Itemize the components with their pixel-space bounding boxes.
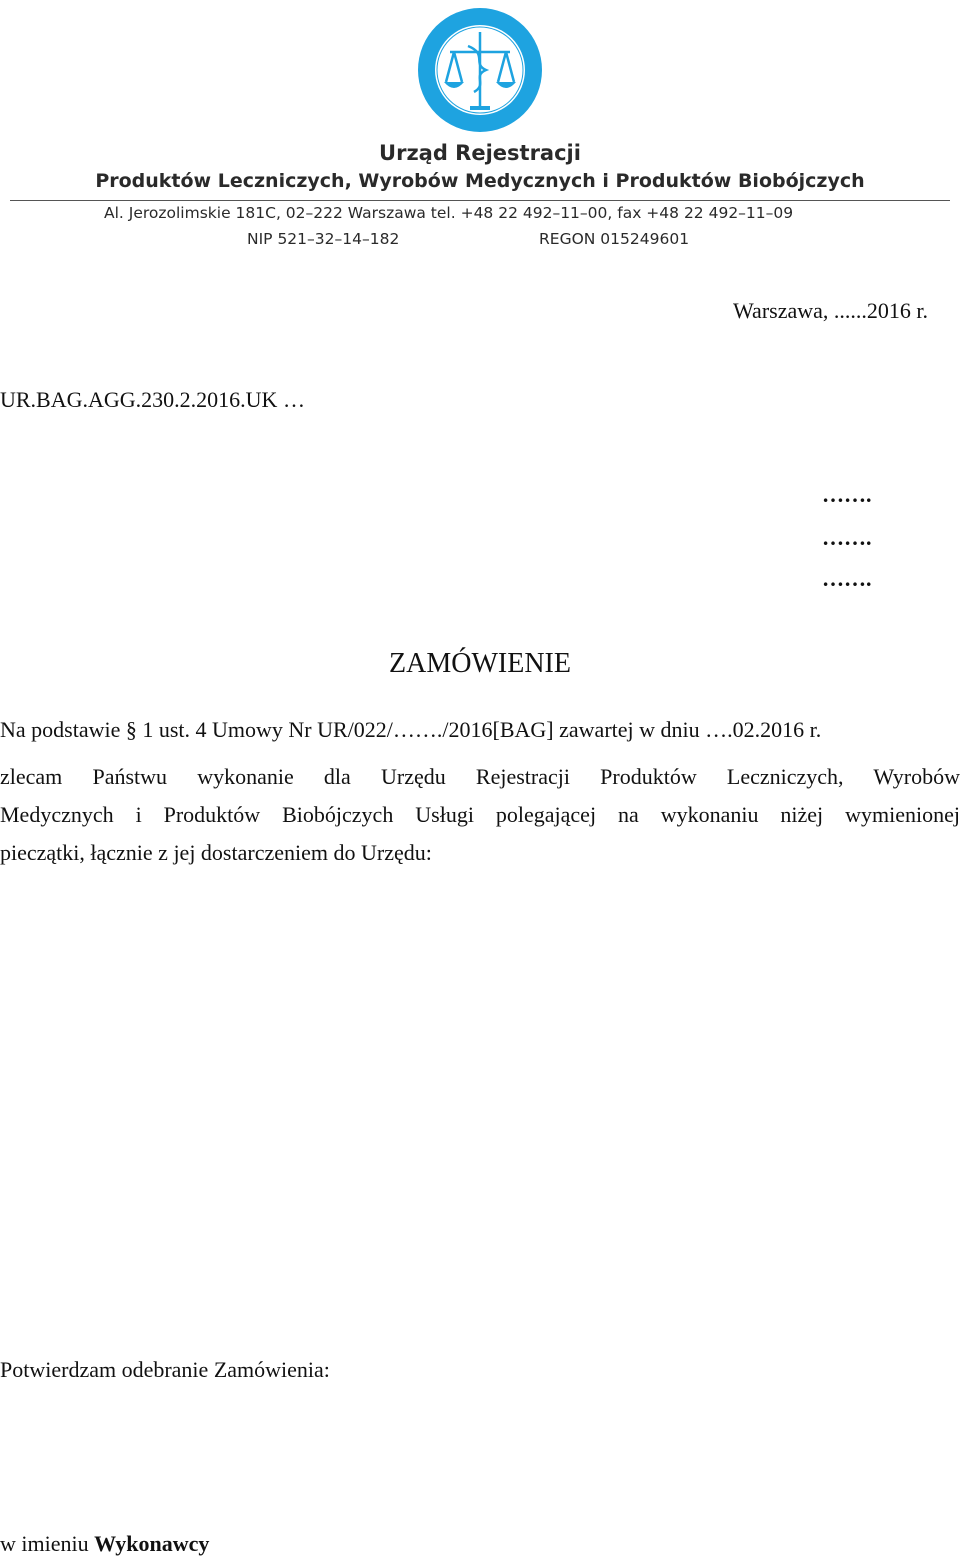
- document-reference-number: UR.BAG.AGG.230.2.2016.UK …: [0, 387, 305, 412]
- paragraph-line: zlecam Państwu wykonanie dla Urzędu Rejestracji Produktów Leczniczych, Wyrobów: [0, 764, 960, 789]
- letterhead-divider: [10, 200, 950, 201]
- signature-label: [0, 1531, 209, 1557]
- document-title: ZAMÓWIENIE: [389, 648, 571, 679]
- legal-basis-line: Na podstawie § 1 ust. 4 Umowy Nr UR/022/……./2016[BAG] zawartej w dniu ….02.2016 r.: [0, 717, 822, 742]
- recipient-placeholder-line: …….: [822, 482, 872, 507]
- letterhead-subtitle: Produktów Leczniczych, Wyrobów Medycznych i Produktów Biobójczych: [95, 170, 865, 192]
- paragraph-line: Medycznych i Produktów Biobójczych Usługi polegającej na wykonaniu niżej wymienionej: [0, 802, 960, 827]
- letterhead-address: Al. Jerozolimskie 181C, 02–222 Warszawa tel. +48 22 492–11–00, fax +48 22 492–11–09: [104, 204, 794, 222]
- letterhead-title: Urząd Rejestracji: [379, 141, 581, 165]
- signature-contractor: Wykonawcy: [94, 1531, 210, 1556]
- order-paragraph: [0, 758, 960, 872]
- institution-seal-logo: [416, 6, 544, 134]
- recipient-placeholder-line: …….: [822, 566, 872, 591]
- recipient-placeholder-line: …….: [822, 525, 872, 550]
- letterhead-regon: REGON 015249601: [539, 230, 690, 248]
- signature-prefix: w imieniu: [0, 1531, 95, 1556]
- letterhead-nip: NIP 521–32–14–182: [247, 230, 400, 248]
- document-date: Warszawa, ......2016 r.: [733, 298, 928, 323]
- receipt-confirmation-label: Potwierdzam odebranie Zamówienia:: [0, 1357, 330, 1382]
- paragraph-line: pieczątki, łącznie z jej dostarczeniem do Urzędu:: [0, 840, 432, 865]
